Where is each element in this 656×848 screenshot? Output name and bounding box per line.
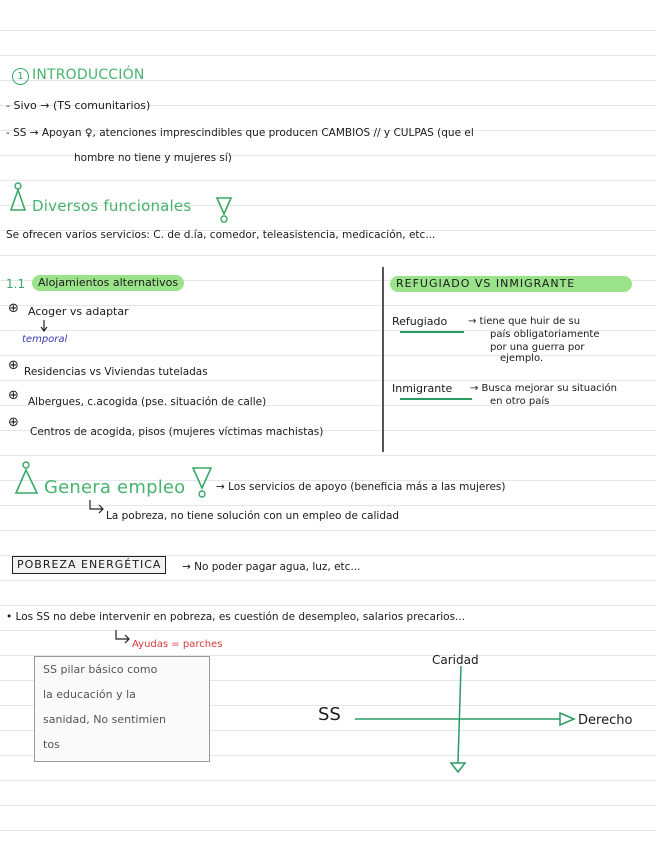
inmigrante-text-1: → Busca mejorar su situación — [470, 383, 617, 394]
refugiado-text-1: → tiene que huir de su — [468, 316, 581, 327]
arrow-right-icon — [560, 713, 574, 725]
diversos-line: Se ofrecen varios servicios: C. de d.ía, comedor, teleasistencia, medicación, etc... — [6, 229, 436, 241]
intro-title: INTRODUCCIÓN — [32, 67, 145, 83]
diagram-ss-label: SS — [318, 704, 341, 725]
intro-line-ss: - SS → Apoyan ♀, atenciones imprescindibles que producen CAMBIOS // y CULPAS (que el — [6, 127, 474, 139]
genera-line-1: → Los servicios de apoyo (beneficia más a las mujeres) — [216, 481, 506, 493]
plus-circle-icon: ⊕ — [8, 358, 19, 373]
refugiado-title: REFUGIADO VS INMIGRANTE — [390, 276, 632, 292]
alojamientos-item-4: Centros de acogida, pisos (mujeres víctimas machistas) — [30, 426, 324, 438]
note-line-1: SS pilar básico como — [43, 663, 158, 676]
plus-circle-icon: ⊕ — [8, 415, 19, 430]
pobreza-box: POBREZA ENERGÉTICA — [12, 556, 166, 574]
refugiado-text-3: por una guerra por — [490, 342, 585, 353]
vertical-axis-line — [458, 666, 461, 763]
inmigrante-label: Inmigrante — [392, 382, 453, 395]
ayudas-annotation: Ayudas = parches — [132, 639, 223, 650]
plus-circle-icon: ⊕ — [8, 388, 19, 403]
temporal-annotation: temporal — [22, 334, 68, 345]
diversos-title: Diversos funcionales — [32, 197, 192, 215]
genera-title: Genera empleo — [44, 477, 186, 498]
alojamientos-item-1: Acoger vs adaptar — [28, 305, 129, 318]
plus-circle-icon: ⊕ — [8, 301, 19, 316]
alojamientos-item-2: Residencias vs Viviendas tuteladas — [24, 366, 208, 378]
intro-line-sivo: - Sivo → (TS comunitarios) — [6, 99, 151, 112]
section-number-badge: 1 — [12, 68, 29, 85]
note-line-2: la educación y la — [43, 688, 136, 701]
ss-pobreza-line: • Los SS no debe intervenir en pobreza, es cuestión de desempleo, salarios precarios... — [6, 611, 466, 623]
note-line-3: sanidad, No sentimien — [43, 713, 167, 726]
alojamientos-title: Alojamientos alternativos — [32, 275, 184, 291]
note-line-4: tos — [43, 738, 60, 751]
arrow-down-icon — [451, 763, 465, 772]
refugiado-label: Refugiado — [392, 315, 448, 328]
refugiado-text-2: país obligatoriamente — [490, 329, 600, 340]
diagram-caridad-label: Caridad — [432, 653, 479, 667]
refugiado-text-4: ejemplo. — [500, 353, 544, 364]
diagram-derecho-label: Derecho — [578, 713, 633, 728]
genera-line-2: La pobreza, no tiene solución con un empleo de calidad — [106, 510, 400, 522]
intro-line-ss-cont: hombre no tiene y mujeres sí) — [74, 152, 232, 164]
inmigrante-text-2: en otro país — [490, 396, 550, 407]
pobreza-text: → No poder pagar agua, luz, etc... — [182, 561, 361, 573]
alojamientos-number: 1.1 — [6, 277, 26, 291]
alojamientos-item-3: Albergues, c.acogida (pse. situación de calle) — [28, 396, 267, 408]
